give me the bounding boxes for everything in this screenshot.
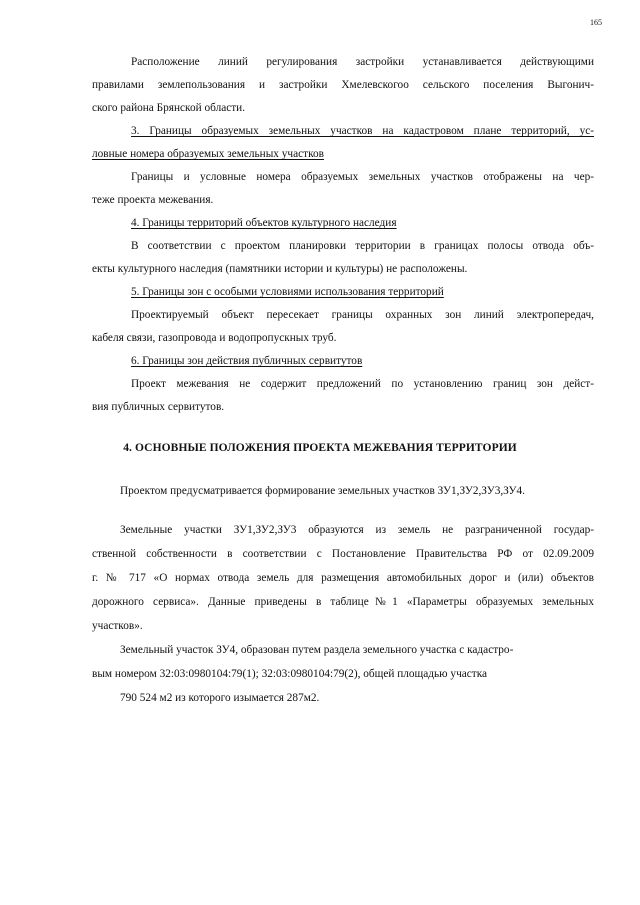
paragraph-line: Расположение линий регулирования застройки устанавливается действующими [131,56,594,68]
paragraph-line: теже проекта межевания. [92,194,214,206]
subsection-heading: 6. Границы зон действия публичных сервитутов [131,355,363,367]
paragraph-line: Земельные участки ЗУ1,ЗУ2,ЗУ3 образуются из земель не разграниченной государ- [120,524,594,536]
paragraph-line: Проект межевания не содержит предложений по установлению границ зон дейст- [131,378,594,390]
paragraph-line: вия публичных сервитутов. [92,401,225,413]
subsection-heading: 5. Границы зон с особыми условиями использования территорий [131,286,444,298]
paragraph-line: ственной собственности в соответствии с Постановление Правительства РФ от 02.09.2009 [92,548,594,560]
subsection-heading: 4. Границы территорий объектов культурного наследия [131,217,397,229]
paragraph-line: участков». [92,620,143,632]
section-title: 4. ОСНОВНЫЕ ПОЛОЖЕНИЯ ПРОЕКТА МЕЖЕВАНИЯ ТЕРРИТОРИИ [123,442,517,454]
paragraph-line: Границы и условные номера образуемых земельных участков отображены на чер- [131,171,594,183]
paragraph-line: 790 524 м2 из которого изымается 287м2. [120,692,320,704]
paragraph-line: правилами землепользования и застройки Хмелевскогоо сельского поселения Выгонич- [92,79,594,91]
paragraph-line: вым номером 32:03:0980104:79(1); 32:03:0980104:79(2), общей площадью участка [92,668,488,680]
page-number: 165 [590,18,602,27]
paragraph-line: Земельный участок ЗУ4, образован путем раздела земельного участка с кадастро- [120,644,514,656]
paragraph-line: г. № 717 «О нормах отвода земель для размещения автомобильных дорог и (или) объектов [92,572,594,584]
paragraph-line: ского района Брянской области. [92,102,246,114]
paragraph-line: Проектируемый объект пересекает границы охранных зон линий электропередач, [131,309,594,321]
paragraph-line: Проектом предусматривается формирование земельных участков ЗУ1,ЗУ2,ЗУ3,ЗУ4. [120,485,526,497]
subsection-heading: 3. Границы образуемых земельных участков на кадастровом плане территорий, ус- [131,125,594,137]
subsection-heading: ловные номера образуемых земельных участков [92,148,324,160]
paragraph-line: екты культурного наследия (памятники истории и культуры) не расположены. [92,263,468,275]
paragraph-line: дорожного сервиса». Данные приведены в таблице№1 «Параметры образуемых земельных [92,596,594,608]
paragraph-line: кабеля связи, газопровода и водопропускных труб. [92,332,337,344]
paragraph-line: В соответствии с проектом планировки территории в границах полосы отвода объ- [131,240,594,252]
